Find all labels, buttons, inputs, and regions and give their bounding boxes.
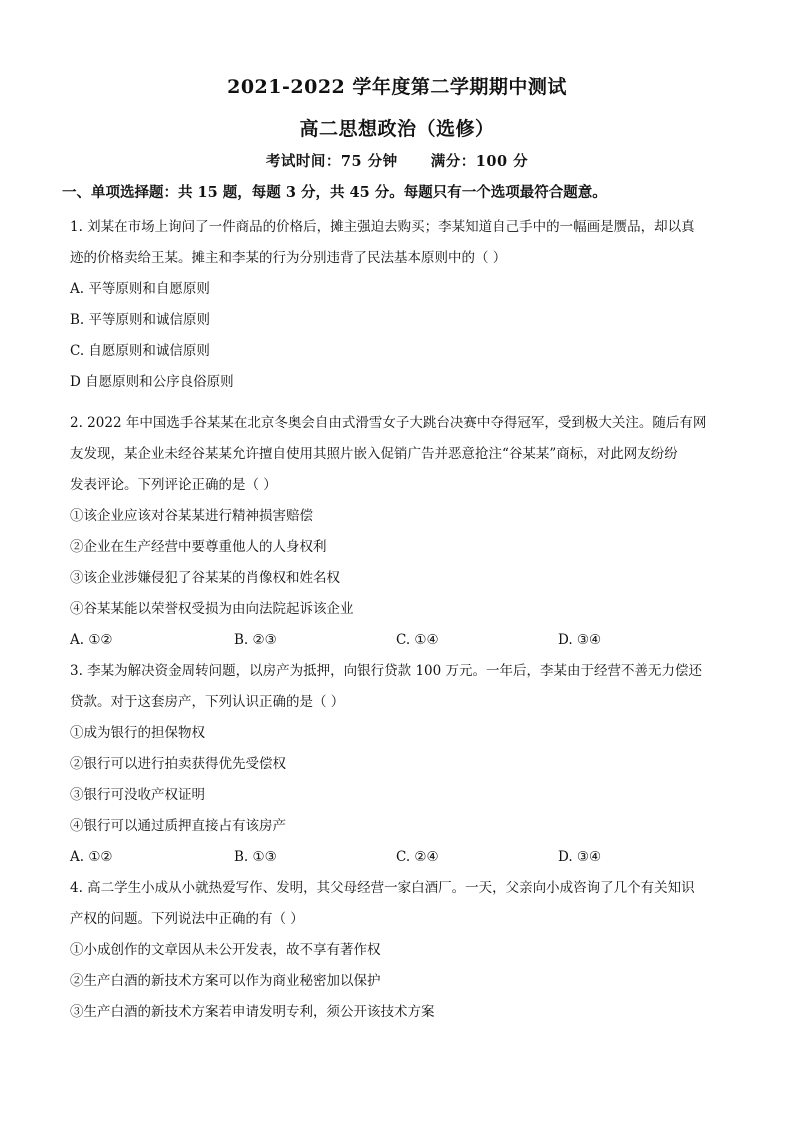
question-2-line: 友发现，某企业未经谷某某允许擅自使用其照片嵌入促销广告并恶意抢注“谷某某”商标，对此网友纷纷 <box>70 446 678 462</box>
question-3-line: 3. 李某为解决资金周转问题，以房产为抵押，向银行贷款 100 万元。一年后，李某由于经营不善无力偿还 <box>70 663 703 679</box>
question-1-line: 迹的价格卖给王某。摊主和李某的行为分别违背了民法基本原则中的（ ） <box>70 250 507 266</box>
options-row <box>70 625 730 656</box>
section-title: 一、单项选择题：共 15 题，每题 3 分，共 45 分。每题只有一个选项最符合题意。 <box>62 184 607 201</box>
question-4-line: 产权的问题。下列说法中正确的有（ ） <box>70 911 304 927</box>
option-c: C. ①④ <box>396 632 439 648</box>
option-a: A. 平等原则和自愿原则 <box>70 281 210 297</box>
statement-item: ①成为银行的担保物权 <box>70 725 205 741</box>
question-2-line: 发表评论。下列评论正确的是（ ） <box>70 477 277 493</box>
statement-item: ③生产白酒的新技术方案若申请发明专利，须公开该技术方案 <box>70 1004 435 1020</box>
question-1 <box>70 212 730 398</box>
statement-item: ①该企业应该对谷某某进行精神损害赔偿 <box>70 508 313 524</box>
option-d: D 自愿原则和公序良俗原则 <box>70 374 234 390</box>
option-b: B. ①③ <box>234 849 277 865</box>
statement-item: ③银行可没收产权证明 <box>70 787 205 803</box>
statement-item: ②生产白酒的新技术方案可以作为商业秘密加以保护 <box>70 973 381 989</box>
question-2 <box>70 408 730 656</box>
question-2-line: 2. 2022 年中国选手谷某某在北京冬奥会自由式滑雪女子大跳台决赛中夺得冠军，受到极大关注。随后有网 <box>70 415 707 431</box>
question-4-line: 4. 高二学生小成从小就热爱写作、发明，其父母经营一家白酒厂。一天，父亲向小成咨询了几个有关知识 <box>70 880 695 896</box>
question-3-line: 贷款。对于这套房产，下列认识正确的是（ ） <box>70 694 345 710</box>
option-d: D. ③④ <box>558 849 602 865</box>
option-b: B. ②③ <box>234 632 277 648</box>
option-c: C. ②④ <box>396 849 439 865</box>
statement-item: ②企业在生产经营中要尊重他人的人身权利 <box>70 539 327 555</box>
option-b: B. 平等原则和诚信原则 <box>70 312 211 328</box>
question-4 <box>70 873 730 1028</box>
questions <box>70 212 730 1028</box>
statement-item: ①小成创作的文章因从未公开发表，故不享有著作权 <box>70 942 381 958</box>
exam-info <box>0 150 794 171</box>
option-a: A. ①② <box>70 849 113 865</box>
question-3 <box>70 656 730 873</box>
statement-item: ②银行可以进行拍卖获得优先受偿权 <box>70 756 286 772</box>
statement-item: ④银行可以通过质押直接占有该房产 <box>70 818 286 834</box>
option-d: D. ③④ <box>558 632 602 648</box>
option-c: C. 自愿原则和诚信原则 <box>70 343 210 359</box>
exam-subtitle: 高二思想政治（选修） <box>299 118 495 140</box>
exam-title: 2021-2022 学年度第二学期期中测试 <box>227 76 567 98</box>
option-a: A. ①② <box>70 632 113 648</box>
question-1-line: 1. 刘某在市场上询问了一件商品的价格后，摊主强迫去购买；李某知道自己手中的一幅画是赝品，却以真 <box>70 219 695 235</box>
statement-item: ③该企业涉嫌侵犯了谷某某的肖像权和姓名权 <box>70 570 340 586</box>
statement-item: ④谷某某能以荣誉权受损为由向法院起诉该企业 <box>70 601 354 617</box>
options-row <box>70 842 730 873</box>
full-score: 满分：100 分 <box>430 153 529 170</box>
exam-time: 考试时间：75 分钟 <box>265 153 398 170</box>
